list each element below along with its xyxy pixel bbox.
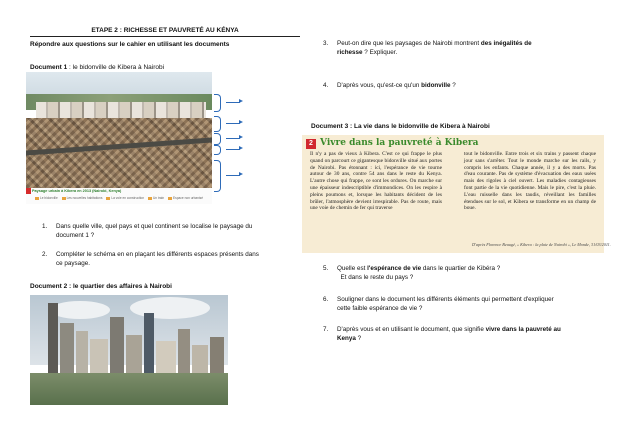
legend-item: Espace non urbanisé <box>173 196 203 200</box>
doc2-caption: : le quartier des affaires à Nairobi <box>67 283 172 290</box>
doc2-label: Document 2 <box>30 283 68 290</box>
photo-tower <box>192 345 208 375</box>
doc1-heading <box>30 64 164 71</box>
photo-cloud <box>50 301 110 319</box>
legend-item: Le bidonville <box>40 196 58 200</box>
question-number: 2. <box>42 251 48 258</box>
doc2-heading <box>30 283 172 290</box>
question-7 <box>323 326 613 344</box>
arrow-right-icon <box>226 149 240 150</box>
question-4 <box>323 82 613 92</box>
question-text: D'après vous et en utilisant le document, que signifie vivre dans la pauvreté au Kenya ? <box>337 326 561 342</box>
nairobi-cbd-photo <box>30 295 228 405</box>
bracket-3 <box>214 133 221 145</box>
doc3-source: D'après Florence Beaugé, « Kibera : la plaie de Nairobi », Le Monde, 31/03/2011. <box>472 242 611 247</box>
page-title: ETAPE 2 : RICHESSE ET PAUVRETÉ AU KÉNYA <box>91 27 239 34</box>
doc1-label: Document 1 <box>30 64 68 71</box>
photo-tower <box>156 341 176 375</box>
question-number: 3. <box>323 40 329 47</box>
doc3-number-badge: 2 <box>306 139 316 149</box>
question-text: D'après vous, qu'est-ce qu'un bidonville ? <box>337 82 456 89</box>
photo-tower <box>76 331 88 375</box>
instructions: Répondre aux questions sur le cahier en utilisant les documents <box>30 41 230 48</box>
doc3-heading <box>311 123 490 130</box>
photo-tower <box>90 339 108 375</box>
photo-tower <box>178 329 190 375</box>
question-2 <box>42 251 312 269</box>
doc3-column-2: tout le bidonville. Entre trois et six trains y passent chaque jour sans s'arrêter. Tout le monde marche sur les rails, y compris les enfants. Chaque année, il y a des morts. Pas d'eau courante. Pas de système d'évacuation des eaux usées mais des rigoles à ciel ouvert. Les maladies contagieuses font partie de la vie quotidienne. Mais le pire, c'est la pluie. L'eau ruisselle dans les taudis, réveillant les familles étendues sur le sol, et Kibera se transforme en un champ de boue. <box>464 151 596 212</box>
bracket-4 <box>214 145 221 155</box>
question-3 <box>323 40 613 58</box>
doc3-label: Document 3 <box>311 123 349 130</box>
photo-tower <box>144 313 154 375</box>
doc3-column-1: Il n'y a pas de vieux à Kibera. C'est ce qui frappe le plus quand on parcourt ce gigantesque bidonville situé aux portes de Nairobi. Pas étonnant : ici, l'espérance de vie tourne autour de 30 ans, contre 54 ans dans le reste du Kenya. L'autre chose qui frappe, ce sont les ordures. On marche sur une épaisseur indescriptible d'immondices. On les respire à pleins poumons et, lorsque les habitants décident de les brûler, l'atmosphère devient irrespirable. Pas de route, mais une voie de chemin de fer qui traverse <box>310 151 442 212</box>
photo-cloud <box>130 297 210 319</box>
question-number: 7. <box>323 326 329 333</box>
legend-item: La voie en construction <box>111 196 145 200</box>
question-number: 4. <box>323 82 329 89</box>
bracket-1 <box>214 94 221 112</box>
legend-swatch-icon <box>106 197 110 200</box>
question-text: Quelle est l'espérance de vie dans le quartier de Kibéra ? Et dans le reste du pays ? <box>337 265 501 281</box>
photo-caption: Paysage urbain à Kibera en 2013 (Nairobi, Kenya) <box>32 189 122 193</box>
question-text: Peut-on dire que les paysages de Nairobi montrent des inégalités de richesse ? Expliquer. <box>337 40 532 56</box>
legend-swatch-icon <box>35 197 39 200</box>
legend-swatch-icon <box>62 197 66 200</box>
arrow-right-icon <box>226 102 240 103</box>
question-5 <box>323 265 613 283</box>
photo-tower <box>210 337 224 375</box>
question-6 <box>323 296 613 314</box>
photo-park <box>30 373 228 405</box>
question-number: 1. <box>42 223 48 230</box>
photo-number-badge <box>26 188 31 194</box>
photo-tower <box>60 323 74 375</box>
photo-tower <box>110 317 124 375</box>
question-1 <box>42 223 312 241</box>
doc3-text-box <box>302 135 611 253</box>
arrow-right-icon <box>226 175 240 176</box>
arrow-right-icon <box>226 138 240 139</box>
legend-item: Un train <box>152 196 165 200</box>
photo-tower <box>48 303 58 375</box>
kibera-photo <box>26 72 212 204</box>
legend-swatch-icon <box>148 197 152 200</box>
doc1-caption: : le bidonville de Kibera à Nairobi <box>67 64 165 71</box>
doc3-article-heading: Vivre dans la pauvreté à Kibera <box>320 138 479 148</box>
doc3-caption: : La vie dans le bidonville de Kibera à Nairobi <box>348 123 490 130</box>
bracket-2 <box>214 116 221 132</box>
legend-item: Les nouvelles habitations <box>66 196 103 200</box>
title-underline <box>30 36 300 37</box>
photo-caption-box <box>26 188 212 204</box>
photo-tower <box>126 335 142 375</box>
question-text: Souligner dans le document les différents éléments qui permettent d'expliquer cette faible espérance de vie ? <box>337 296 554 312</box>
bracket-5 <box>214 160 221 192</box>
legend-swatch-icon <box>168 197 172 200</box>
photo-legend <box>32 196 203 200</box>
question-text: Dans quelle ville, quel pays et quel continent se localise le paysage du document 1 ? <box>56 223 253 239</box>
question-number: 5. <box>323 265 329 272</box>
question-text: Compléter le schéma en en plaçant les différents espaces présents dans ce paysage. <box>56 251 259 267</box>
arrow-right-icon <box>226 123 240 124</box>
question-number: 6. <box>323 296 329 303</box>
